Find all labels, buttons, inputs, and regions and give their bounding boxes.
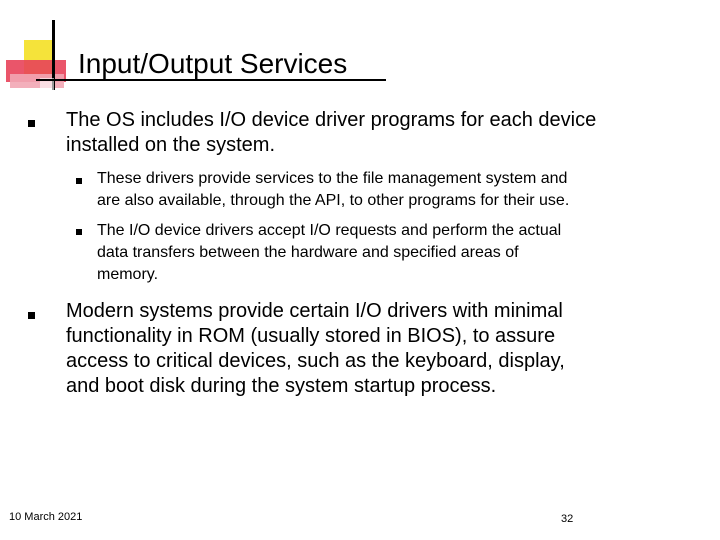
sub-bullet-marker xyxy=(76,229,82,235)
bullet-1-line-1: The OS includes I/O device driver programs for each device xyxy=(66,109,597,131)
sub-bullet-1 xyxy=(97,168,569,212)
sub-bullet-2-line-2: data transfers between the hardware and specified areas of xyxy=(97,244,519,261)
decorative-logo-icon xyxy=(0,0,80,110)
bullet-2-line-2: functionality in ROM (usually stored in BIOS), to assure xyxy=(66,325,556,347)
footer-date: 10 March 2021 xyxy=(9,511,83,523)
sub-bullet-2 xyxy=(97,220,561,286)
sub-bullet-1-line-1: These drivers provide services to the file management system and xyxy=(97,170,568,187)
bullet-marker xyxy=(28,120,35,127)
bullet-2-line-3: access to critical devices, such as the keyboard, display, xyxy=(66,350,565,372)
bullet-2-line-4: and boot disk during the system startup process. xyxy=(66,375,497,397)
bullet-1 xyxy=(66,108,596,158)
sub-bullet-marker xyxy=(76,178,82,184)
sub-bullet-1-line-2: are also available, through the API, to other programs for their use. xyxy=(97,192,570,209)
bullet-2 xyxy=(66,299,565,399)
bullet-marker xyxy=(28,312,35,319)
sub-bullet-2-line-3: memory. xyxy=(97,266,159,283)
bullet-2-line-1: Modern systems provide certain I/O drivers with minimal xyxy=(66,300,563,322)
bullet-1-line-2: installed on the system. xyxy=(66,134,275,156)
sub-bullet-2-line-1: The I/O device drivers accept I/O requests and perform the actual xyxy=(97,222,562,239)
slide-title: Input/Output Services xyxy=(78,48,348,79)
page-number: 32 xyxy=(561,513,574,525)
